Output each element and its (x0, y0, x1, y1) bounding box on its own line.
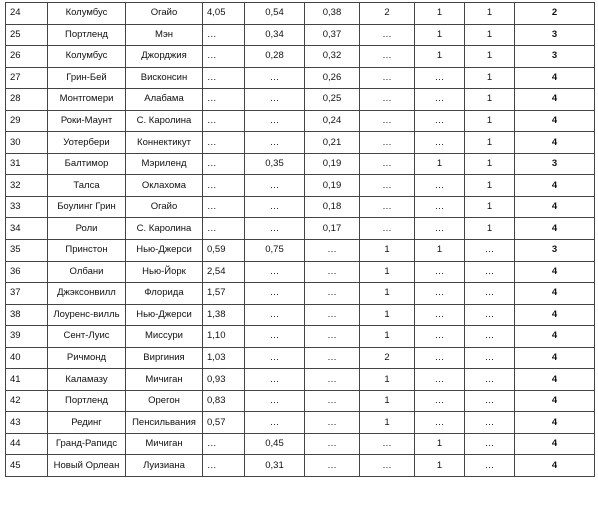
value-cell-1: 0,57 (203, 412, 245, 434)
value-cell-6: … (465, 412, 515, 434)
table-row (6, 67, 595, 89)
value-cell-2: … (245, 326, 305, 348)
rank-cell: 3 (515, 46, 595, 68)
value-cell-1: 0,83 (203, 390, 245, 412)
table-row (6, 132, 595, 154)
value-cell-3: … (305, 240, 360, 262)
city-cell: Боулинг Грин (48, 196, 126, 218)
value-cell-3: … (305, 304, 360, 326)
row-number-cell: 40 (6, 347, 48, 369)
value-cell-3: 0,38 (305, 3, 360, 25)
state-cell: Оклахома (126, 175, 203, 197)
state-cell: Луизиана (126, 455, 203, 477)
value-cell-1: … (203, 89, 245, 111)
value-cell-6: 1 (465, 46, 515, 68)
city-cell: Сент-Луис (48, 326, 126, 348)
value-cell-4: … (360, 110, 415, 132)
state-cell: Орегон (126, 390, 203, 412)
value-cell-3: … (305, 261, 360, 283)
value-cell-6: … (465, 347, 515, 369)
value-cell-1: 1,38 (203, 304, 245, 326)
value-cell-2: … (245, 261, 305, 283)
value-cell-3: … (305, 283, 360, 305)
value-cell-5: … (415, 67, 465, 89)
value-cell-5: … (415, 218, 465, 240)
row-number-cell: 37 (6, 283, 48, 305)
value-cell-2: … (245, 412, 305, 434)
row-number-cell: 29 (6, 110, 48, 132)
value-cell-6: … (465, 433, 515, 455)
state-cell: Нью-Джерси (126, 240, 203, 262)
value-cell-2: 0,75 (245, 240, 305, 262)
state-cell: Мэриленд (126, 153, 203, 175)
state-cell: Висконсин (126, 67, 203, 89)
value-cell-3: … (305, 326, 360, 348)
row-number-cell: 42 (6, 390, 48, 412)
value-cell-1: … (203, 455, 245, 477)
table-row (6, 196, 595, 218)
table-row (6, 3, 595, 25)
rank-cell: 4 (515, 132, 595, 154)
value-cell-2: 0,35 (245, 153, 305, 175)
value-cell-6: … (465, 455, 515, 477)
table-row (6, 89, 595, 111)
value-cell-6: … (465, 283, 515, 305)
table-row (6, 218, 595, 240)
row-number-cell: 33 (6, 196, 48, 218)
value-cell-4: 1 (360, 326, 415, 348)
table-row (6, 240, 595, 262)
value-cell-6: 1 (465, 110, 515, 132)
value-cell-3: 0,24 (305, 110, 360, 132)
rank-cell: 3 (515, 24, 595, 46)
value-cell-4: … (360, 46, 415, 68)
rank-cell: 4 (515, 261, 595, 283)
value-cell-4: 1 (360, 390, 415, 412)
table-row (6, 175, 595, 197)
state-cell: Флорида (126, 283, 203, 305)
row-number-cell: 30 (6, 132, 48, 154)
table-row (6, 455, 595, 477)
value-cell-4: … (360, 455, 415, 477)
rank-cell: 4 (515, 218, 595, 240)
value-cell-3: … (305, 390, 360, 412)
table-row (6, 390, 595, 412)
value-cell-3: 0,25 (305, 89, 360, 111)
value-cell-1: 1,57 (203, 283, 245, 305)
value-cell-4: … (360, 153, 415, 175)
row-number-cell: 41 (6, 369, 48, 391)
value-cell-2: 0,31 (245, 455, 305, 477)
row-number-cell: 27 (6, 67, 48, 89)
value-cell-4: … (360, 24, 415, 46)
rank-cell: 4 (515, 326, 595, 348)
city-cell: Колумбус (48, 3, 126, 25)
value-cell-3: 0,26 (305, 67, 360, 89)
rank-cell: 4 (515, 412, 595, 434)
value-cell-6: 1 (465, 24, 515, 46)
city-cell: Монтгомери (48, 89, 126, 111)
value-cell-2: … (245, 175, 305, 197)
city-cell: Уотербери (48, 132, 126, 154)
rank-cell: 4 (515, 283, 595, 305)
value-cell-3: 0,17 (305, 218, 360, 240)
value-cell-2: … (245, 89, 305, 111)
value-cell-1: 4,05 (203, 3, 245, 25)
value-cell-4: … (360, 218, 415, 240)
state-cell: Коннектикут (126, 132, 203, 154)
rank-cell: 3 (515, 240, 595, 262)
value-cell-1: … (203, 24, 245, 46)
state-cell: Огайо (126, 196, 203, 218)
value-cell-3: 0,18 (305, 196, 360, 218)
table-row (6, 46, 595, 68)
value-cell-4: 2 (360, 3, 415, 25)
city-cell: Роли (48, 218, 126, 240)
value-cell-1: … (203, 196, 245, 218)
value-cell-2: … (245, 347, 305, 369)
value-cell-2: 0,45 (245, 433, 305, 455)
value-cell-3: … (305, 347, 360, 369)
value-cell-3: … (305, 412, 360, 434)
city-cell: Балтимор (48, 153, 126, 175)
value-cell-5: … (415, 304, 465, 326)
row-number-cell: 35 (6, 240, 48, 262)
row-number-cell: 24 (6, 3, 48, 25)
value-cell-3: 0,37 (305, 24, 360, 46)
value-cell-5: 1 (415, 433, 465, 455)
rank-cell: 4 (515, 369, 595, 391)
state-cell: Миссури (126, 326, 203, 348)
state-cell: С. Каролина (126, 110, 203, 132)
value-cell-1: … (203, 433, 245, 455)
value-cell-6: 1 (465, 132, 515, 154)
value-cell-3: 0,19 (305, 153, 360, 175)
rank-cell: 4 (515, 196, 595, 218)
value-cell-2: … (245, 218, 305, 240)
value-cell-5: 1 (415, 455, 465, 477)
rank-cell: 4 (515, 304, 595, 326)
row-number-cell: 36 (6, 261, 48, 283)
row-number-cell: 45 (6, 455, 48, 477)
value-cell-1: … (203, 46, 245, 68)
state-cell: Виргиния (126, 347, 203, 369)
value-cell-3: … (305, 369, 360, 391)
value-cell-1: 2,54 (203, 261, 245, 283)
city-cell: Колумбус (48, 46, 126, 68)
value-cell-6: 1 (465, 153, 515, 175)
value-cell-4: … (360, 175, 415, 197)
value-cell-6: 1 (465, 3, 515, 25)
city-cell: Принстон (48, 240, 126, 262)
row-number-cell: 39 (6, 326, 48, 348)
value-cell-5: 1 (415, 46, 465, 68)
rank-cell: 4 (515, 89, 595, 111)
value-cell-2: 0,54 (245, 3, 305, 25)
value-cell-4: 1 (360, 412, 415, 434)
state-cell: Огайо (126, 3, 203, 25)
value-cell-5: … (415, 412, 465, 434)
city-cell: Рединг (48, 412, 126, 434)
value-cell-5: … (415, 132, 465, 154)
rank-cell: 3 (515, 153, 595, 175)
value-cell-2: 0,28 (245, 46, 305, 68)
state-cell: Мичиган (126, 433, 203, 455)
value-cell-6: 1 (465, 89, 515, 111)
table-row (6, 369, 595, 391)
value-cell-5: … (415, 196, 465, 218)
value-cell-2: … (245, 304, 305, 326)
value-cell-2: … (245, 67, 305, 89)
value-cell-2: … (245, 283, 305, 305)
state-cell: Мэн (126, 24, 203, 46)
value-cell-6: … (465, 261, 515, 283)
value-cell-2: 0,34 (245, 24, 305, 46)
rank-cell: 4 (515, 175, 595, 197)
state-cell: Нью-Йорк (126, 261, 203, 283)
city-cell: Олбани (48, 261, 126, 283)
value-cell-5: … (415, 326, 465, 348)
table-row (6, 110, 595, 132)
value-cell-6: 1 (465, 218, 515, 240)
value-cell-5: … (415, 347, 465, 369)
rank-cell: 4 (515, 67, 595, 89)
state-cell: Пенсильвания (126, 412, 203, 434)
value-cell-2: … (245, 369, 305, 391)
value-cell-4: … (360, 433, 415, 455)
table-row (6, 412, 595, 434)
value-cell-5: … (415, 390, 465, 412)
value-cell-3: 0,19 (305, 175, 360, 197)
city-cell: Роки-Маунт (48, 110, 126, 132)
state-cell: Мичиган (126, 369, 203, 391)
city-cell: Джэксонвилл (48, 283, 126, 305)
value-cell-6: … (465, 304, 515, 326)
row-number-cell: 32 (6, 175, 48, 197)
value-cell-4: 1 (360, 304, 415, 326)
value-cell-5: … (415, 89, 465, 111)
row-number-cell: 25 (6, 24, 48, 46)
table-row (6, 433, 595, 455)
value-cell-6: … (465, 240, 515, 262)
rank-cell: 4 (515, 455, 595, 477)
value-cell-2: … (245, 196, 305, 218)
value-cell-1: … (203, 132, 245, 154)
value-cell-5: 1 (415, 3, 465, 25)
value-cell-4: … (360, 89, 415, 111)
value-cell-2: … (245, 110, 305, 132)
value-cell-6: 1 (465, 175, 515, 197)
city-cell: Грин-Бей (48, 67, 126, 89)
value-cell-6: … (465, 369, 515, 391)
table-row (6, 24, 595, 46)
rank-cell: 4 (515, 110, 595, 132)
value-cell-3: … (305, 433, 360, 455)
row-number-cell: 43 (6, 412, 48, 434)
row-number-cell: 26 (6, 46, 48, 68)
rank-cell: 4 (515, 347, 595, 369)
value-cell-5: 1 (415, 153, 465, 175)
value-cell-1: 0,59 (203, 240, 245, 262)
value-cell-4: 1 (360, 261, 415, 283)
table-row (6, 283, 595, 305)
value-cell-2: … (245, 390, 305, 412)
row-number-cell: 38 (6, 304, 48, 326)
table-row (6, 326, 595, 348)
value-cell-1: … (203, 110, 245, 132)
value-cell-4: … (360, 196, 415, 218)
table-row (6, 261, 595, 283)
city-cell: Лоуренс-вилль (48, 304, 126, 326)
value-cell-3: … (305, 455, 360, 477)
value-cell-4: … (360, 67, 415, 89)
value-cell-6: … (465, 390, 515, 412)
city-cell: Новый Орлеан (48, 455, 126, 477)
state-cell: Джорджия (126, 46, 203, 68)
value-cell-5: … (415, 261, 465, 283)
value-cell-4: 2 (360, 347, 415, 369)
value-cell-3: 0,21 (305, 132, 360, 154)
row-number-cell: 34 (6, 218, 48, 240)
value-cell-5: … (415, 283, 465, 305)
value-cell-5: … (415, 110, 465, 132)
value-cell-6: 1 (465, 67, 515, 89)
value-cell-4: 1 (360, 240, 415, 262)
row-number-cell: 44 (6, 433, 48, 455)
value-cell-1: … (203, 67, 245, 89)
city-cell: Портленд (48, 24, 126, 46)
value-cell-1: … (203, 153, 245, 175)
value-cell-1: 1,10 (203, 326, 245, 348)
ranking-table (5, 2, 595, 477)
value-cell-1: … (203, 218, 245, 240)
state-cell: С. Каролина (126, 218, 203, 240)
city-cell: Портленд (48, 390, 126, 412)
value-cell-3: 0,32 (305, 46, 360, 68)
table-row (6, 153, 595, 175)
row-number-cell: 28 (6, 89, 48, 111)
city-cell: Талса (48, 175, 126, 197)
value-cell-2: … (245, 132, 305, 154)
value-cell-5: 1 (415, 240, 465, 262)
value-cell-5: 1 (415, 24, 465, 46)
table-row (6, 304, 595, 326)
value-cell-4: … (360, 132, 415, 154)
value-cell-6: 1 (465, 196, 515, 218)
city-cell: Ричмонд (48, 347, 126, 369)
row-number-cell: 31 (6, 153, 48, 175)
rank-cell: 2 (515, 3, 595, 25)
rank-cell: 4 (515, 433, 595, 455)
state-cell: Алабама (126, 89, 203, 111)
value-cell-1: 1,03 (203, 347, 245, 369)
rank-cell: 4 (515, 390, 595, 412)
value-cell-5: … (415, 175, 465, 197)
city-cell: Каламазу (48, 369, 126, 391)
value-cell-4: 1 (360, 283, 415, 305)
value-cell-5: … (415, 369, 465, 391)
value-cell-1: … (203, 175, 245, 197)
table-body (6, 3, 595, 477)
value-cell-4: 1 (360, 369, 415, 391)
city-cell: Гранд-Рапидс (48, 433, 126, 455)
table-row (6, 347, 595, 369)
value-cell-1: 0,93 (203, 369, 245, 391)
state-cell: Нью-Джерси (126, 304, 203, 326)
value-cell-6: … (465, 326, 515, 348)
